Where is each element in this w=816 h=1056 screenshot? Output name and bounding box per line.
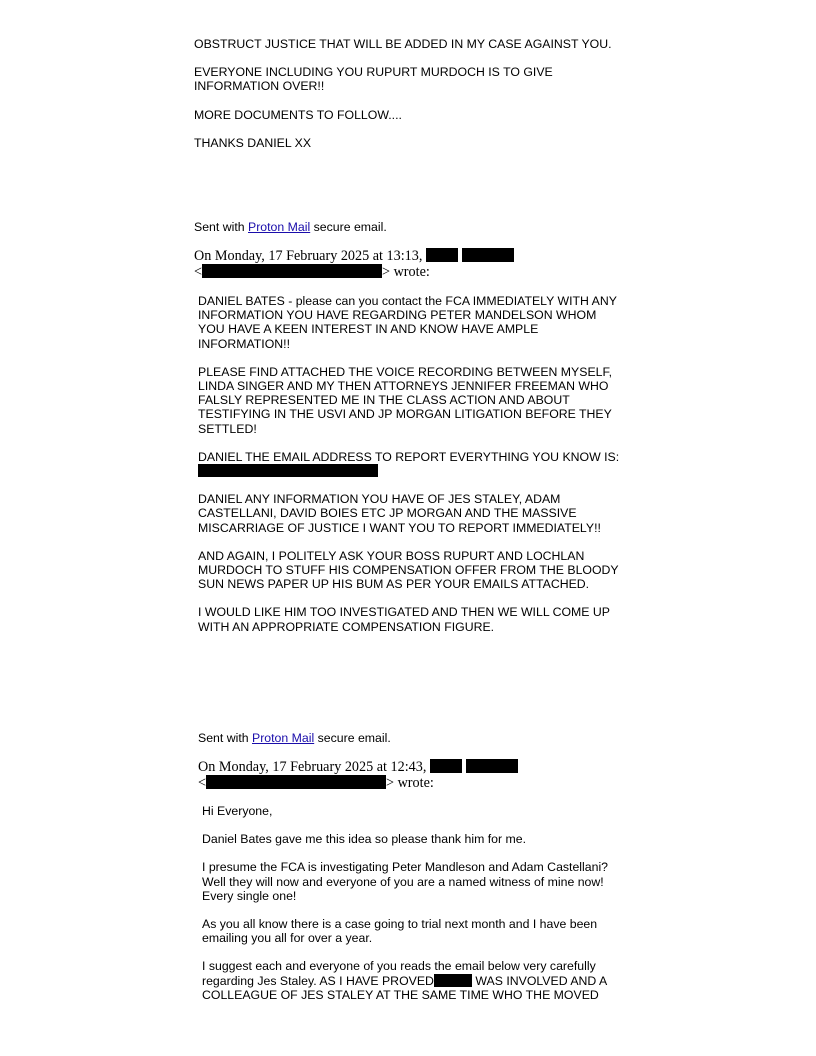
header-lt: < <box>198 775 207 791</box>
msg1-paragraph-5: AND AGAIN, I POLITELY ASK YOUR BOSS RUPURT AND LOCHLAN MURDOCH TO STUFF HIS COMPENSATION OFFER FROM THE BLOODY SUN NEWS PAPER UP HIS BUM AS PER YOUR EMAILS ATTACHED. <box>198 548 619 592</box>
reply-header-1 <box>194 248 614 280</box>
msg1-paragraph-3: DANIEL THE EMAIL ADDRESS TO REPORT EVERYTHING YOU KNOW IS: <box>198 450 623 478</box>
sent-with-line-2 <box>198 731 391 745</box>
sent-prefix: Sent with <box>194 220 248 234</box>
redacted-name <box>434 974 472 987</box>
msg2-paragraph-4: As you all know there is a case going to trial next month and I have been emailing you all for over a year. <box>202 917 598 946</box>
sent-suffix: secure email. <box>314 731 391 745</box>
redaction-block <box>466 759 518 773</box>
top-message <box>194 37 624 164</box>
top-paragraph-1: OBSTRUCT JUSTICE THAT WILL BE ADDED IN MY CASE AGAINST YOU. <box>194 37 612 51</box>
sent-prefix: Sent with <box>198 731 252 745</box>
msg2-paragraph-1: Hi Everyone, <box>202 804 273 818</box>
header-wrote: > wrote: <box>382 264 430 280</box>
redacted-email-address <box>198 464 378 477</box>
top-paragraph-2: EVERYONE INCLUDING YOU RUPURT MURDOCH IS TO GIVE INFORMATION OVER!! <box>194 65 553 94</box>
msg1-paragraph-2: PLEASE FIND ATTACHED THE VOICE RECORDING BETWEEN MYSELF, LINDA SINGER AND MY THEN ATTORNEYS JENNIFER FREEMAN WHO FALSLY REPRESENTED ME IN THE CLASS ACTION AND ABOUT TESTIFYING IN THE USVI AND JP MORGAN LITIGATION BEFORE THEY SETTLED! <box>198 364 613 436</box>
redaction-block <box>462 248 514 262</box>
msg1-paragraph-4: DANIEL ANY INFORMATION YOU HAVE OF JES STALEY, ADAM CASTELLANI, DAVID BOIES ETC JP MORGAN AND THE MASSIVE MISCARRIAGE OF JUSTICE I WANT YOU TO REPORT IMMEDIATELY!! <box>198 492 601 535</box>
proton-mail-link[interactable]: Proton Mail <box>248 220 311 234</box>
msg2-paragraph-5: I suggest each and everyone of you reads the email below very carefully regarding Jes Staley. AS I HAVE PROVED WAS INVOLVED AND A COLLEAGUE OF JES STALEY AT THE SAME TIME WHO THE MOVED <box>202 959 607 1002</box>
sent-with-line-1 <box>194 220 387 234</box>
header-date: On Monday, 17 February 2025 at 12:43, <box>198 759 427 775</box>
top-paragraph-4: THANKS DANIEL XX <box>194 135 312 150</box>
quoted-message-1 <box>198 294 623 648</box>
proton-mail-link[interactable]: Proton Mail <box>252 731 315 745</box>
header-lt: < <box>194 264 203 280</box>
msg2-paragraph-2: Daniel Bates gave me this idea so please thank him for me. <box>202 832 526 847</box>
header-date: On Monday, 17 February 2025 at 13:13, <box>194 248 423 264</box>
redacted-email-address <box>206 775 386 789</box>
msg1-paragraph-6: I WOULD LIKE HIM TOO INVESTIGATED AND THEN WE WILL COME UP WITH AN APPROPRIATE COMPENSATION FIGURE. <box>198 605 610 634</box>
redaction-block <box>430 759 462 773</box>
quoted-message-2 <box>202 804 622 1016</box>
top-paragraph-3: MORE DOCUMENTS TO FOLLOW.... <box>194 107 402 122</box>
reply-header-2 <box>198 759 618 791</box>
redacted-email-address <box>202 264 382 278</box>
redaction-block <box>426 248 458 262</box>
sent-suffix: secure email. <box>310 220 387 234</box>
msg2-paragraph-3: I presume the FCA is investigating Peter Mandleson and Adam Castellani? Well they will now and everyone of you are a named witness of mine now! Every single one! <box>202 860 609 903</box>
header-wrote: > wrote: <box>386 775 434 791</box>
msg1-paragraph-1: DANIEL BATES - please can you contact the FCA IMMEDIATELY WITH ANY INFORMATION YOU HAVE REGARDING PETER MANDELSON WHOM YOU HAVE A KEEN INTEREST IN AND KNOW HAVE AMPLE INFORMATION!! <box>198 294 617 351</box>
